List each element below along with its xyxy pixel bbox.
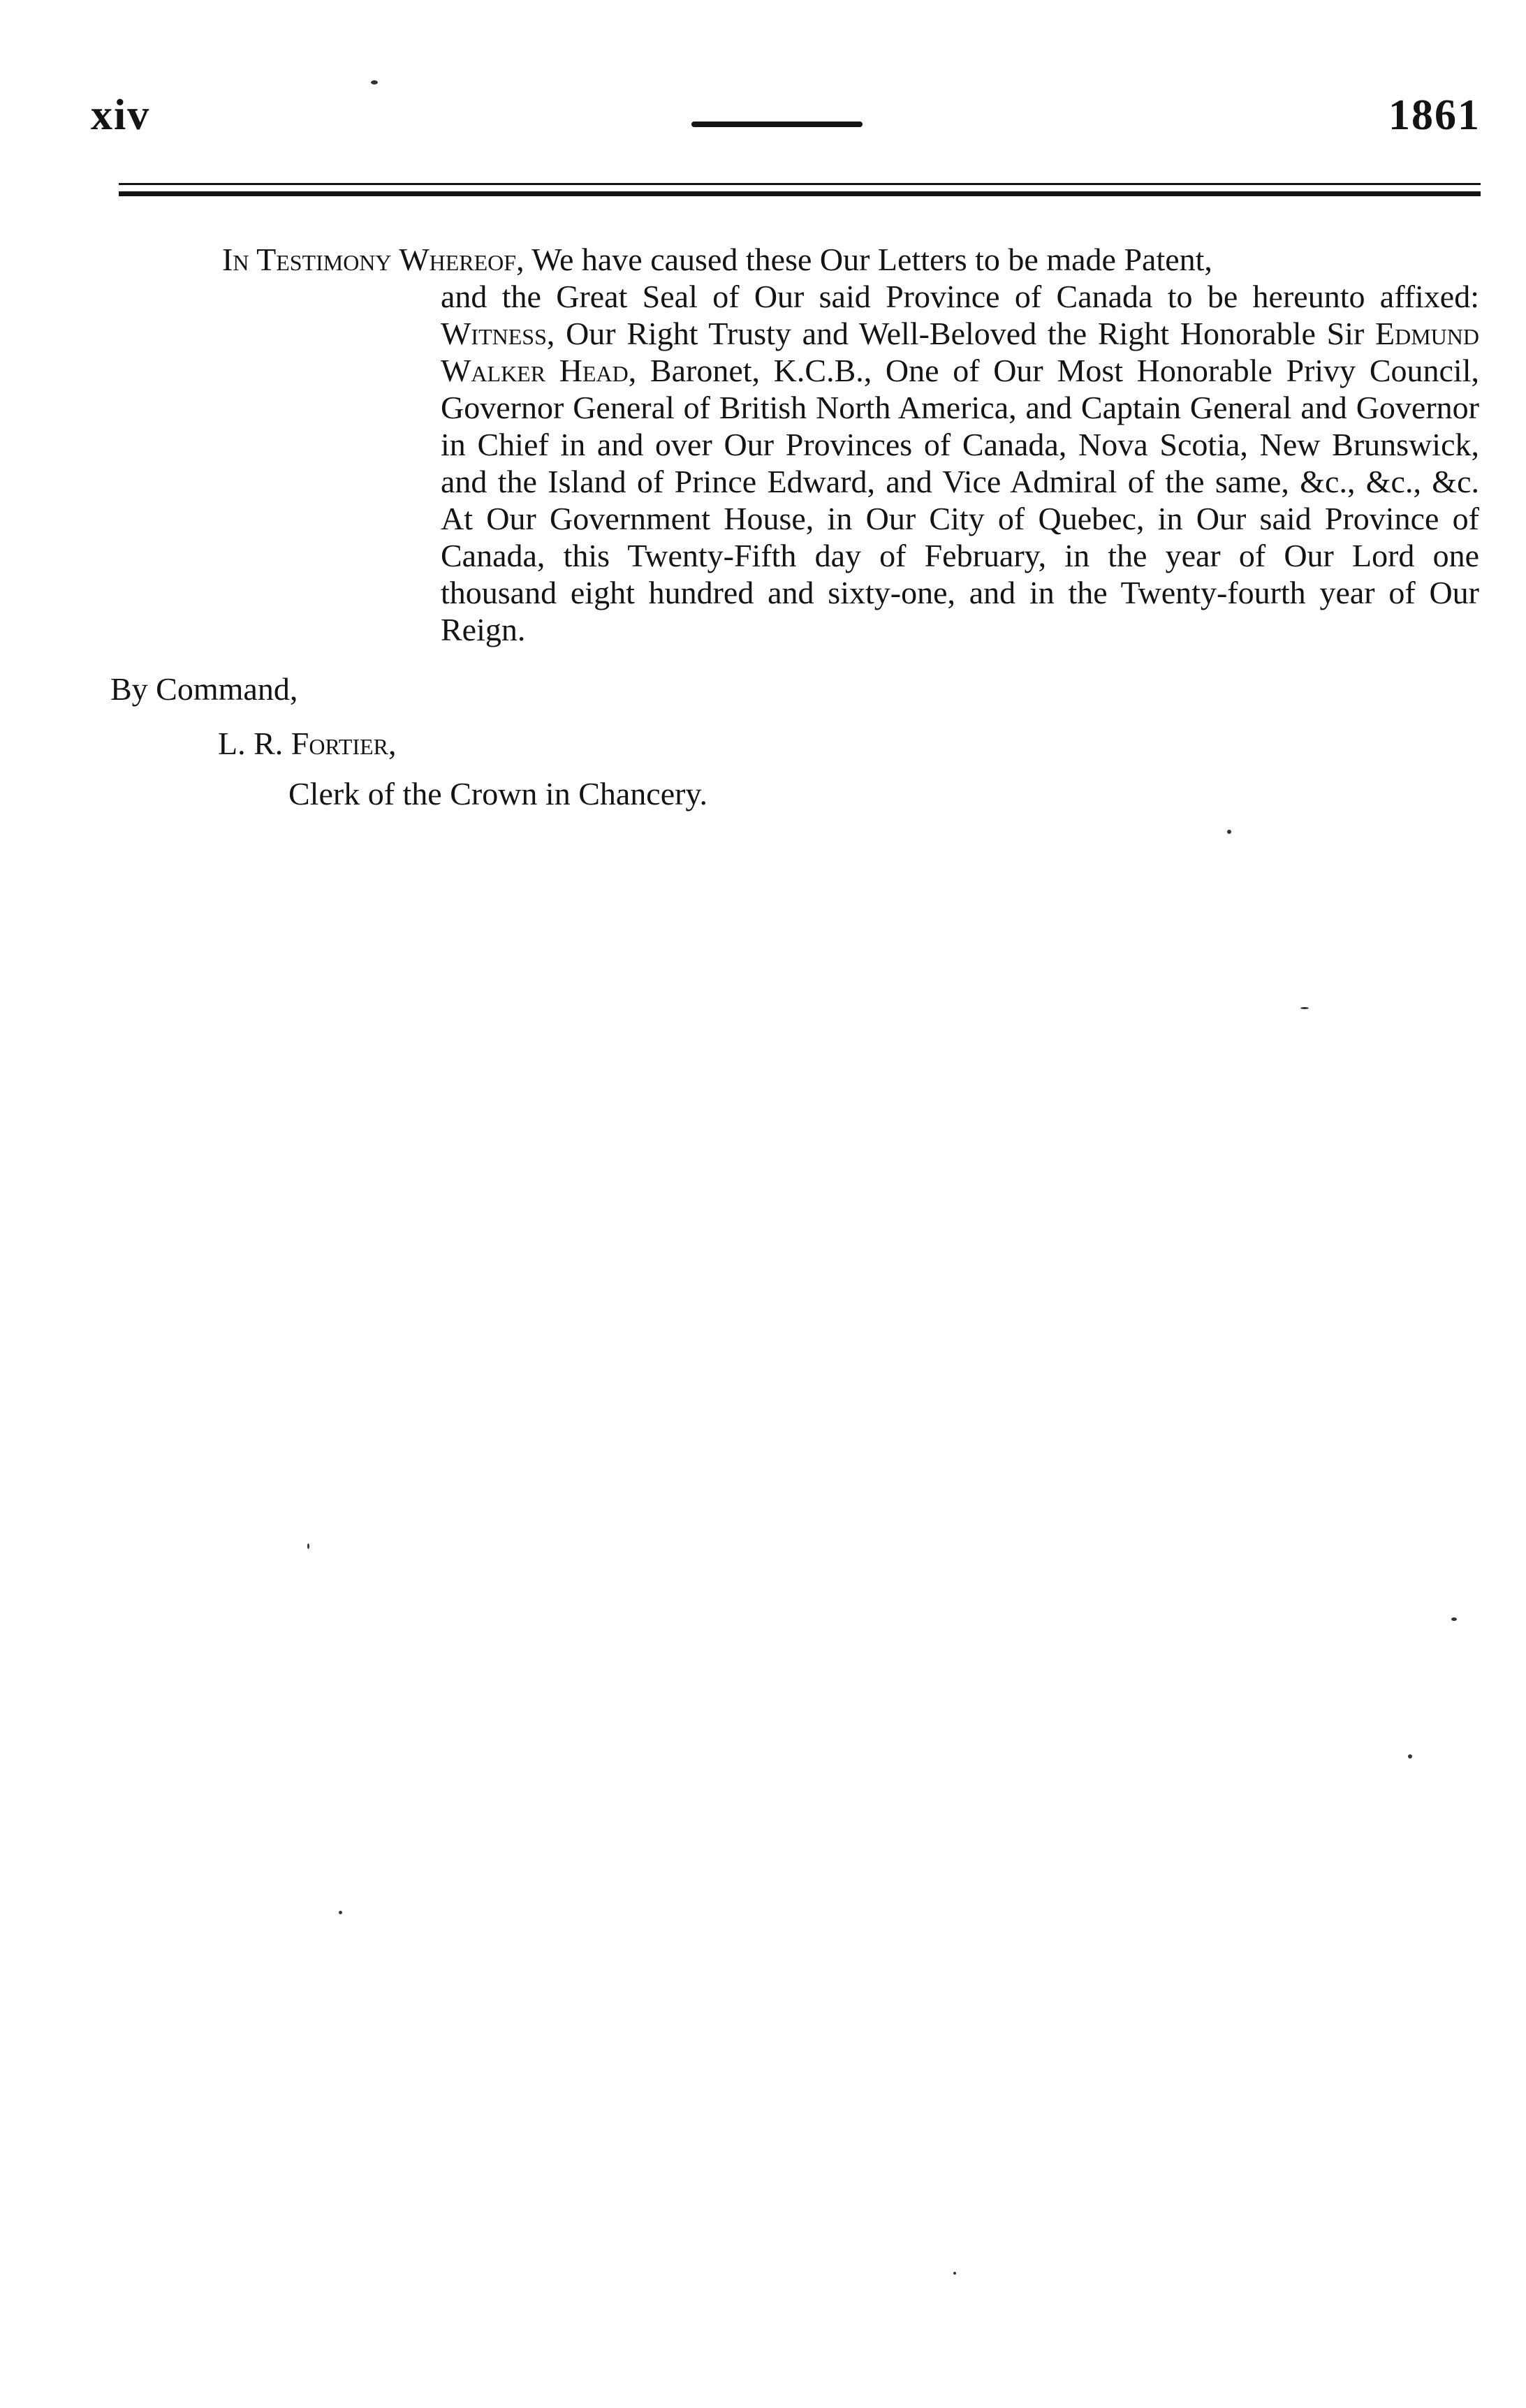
page-header [91,91,1481,147]
scan-speck [371,80,378,85]
header-rule-thin [119,183,1481,185]
page-number: xiv [91,91,151,139]
signatory-surname: Fortier, [291,726,397,761]
witness-label: Witness, [441,316,555,351]
testimony-paragraph [222,241,1479,648]
scan-speck [307,1543,309,1549]
scan-speck [1451,1617,1457,1621]
header-rule-thick [119,191,1481,196]
scan-speck [339,1911,342,1914]
testimony-body-part3: Baronet, K.C.B., One of Our Most Honorable Privy Council, Governor General of British North America, and Captain General and Governor in Chief in and over Our Provinces of Canada, Nova Scotia, New Brunswick, and the Island of Prince Edward, and Vice Admiral of the same, &c., &c., &c. At Our Government House, in Our City of Quebec, in Our said Province of Canada, this Twenty-Fifth day of February, in the year of Our Lord one thousand eight hundred and sixty-one, and in the Twenty-fourth year of Our Reign. [441,353,1479,647]
by-command-line: By Command, [110,671,298,707]
testimony-body [222,278,1479,648]
testimony-opening-rest: We have caused these Our Letters to be made Patent, [524,242,1212,277]
signatory-office: Clerk of the Crown in Chancery. [288,776,707,812]
testimony-first-line [222,241,1479,278]
testimony-body-part2: Our Right Trusty and Well-Beloved the Right Honorable Sir [555,316,1375,351]
testimony-body-part1: and the Great Seal of Our said Province of Canada to be hereunto affixed: [441,279,1479,314]
header-year: 1861 [1388,91,1481,139]
scan-speck [1227,830,1231,834]
header-dash-ornament [691,122,863,127]
testimony-opening: In Testimony Whereof, [222,242,524,277]
signatory-line [218,725,397,762]
signatory-initials: L. R. [218,726,291,761]
scan-speck [953,2272,956,2275]
scan-speck [1300,1007,1309,1009]
governor-name: Edmund Walker Head, [441,316,1479,388]
scan-speck [1408,1754,1412,1759]
